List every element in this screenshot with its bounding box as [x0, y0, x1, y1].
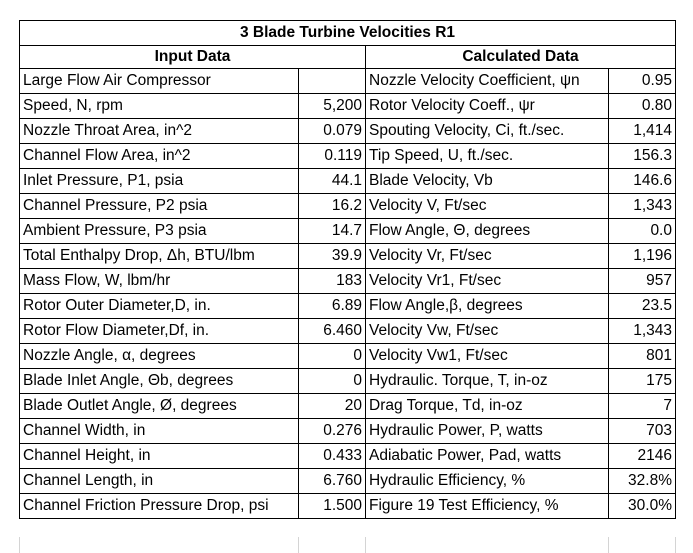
- table-row: [20, 69, 676, 94]
- calculated-label-cell[interactable]: Rotor Velocity Coeff., ψr: [366, 94, 609, 119]
- input-label-cell[interactable]: Speed, N, rpm: [20, 94, 299, 119]
- calculated-value-cell[interactable]: 1,414: [609, 119, 676, 144]
- calculated-value-cell[interactable]: 1,343: [609, 319, 676, 344]
- calculated-value-cell[interactable]: 156.3: [609, 144, 676, 169]
- table-row: [20, 194, 676, 219]
- calculated-value-cell[interactable]: 2146: [609, 444, 676, 469]
- input-label-cell[interactable]: Mass Flow, W, lbm/hr: [20, 269, 299, 294]
- calculated-label-cell[interactable]: Flow Angle,β, degrees: [366, 294, 609, 319]
- table-row: [20, 94, 676, 119]
- calculated-value-cell[interactable]: 0.95: [609, 69, 676, 94]
- table-row: [20, 119, 676, 144]
- input-value-cell[interactable]: 6.760: [299, 469, 366, 494]
- calculated-value-cell[interactable]: 1,196: [609, 244, 676, 269]
- table-row: [20, 144, 676, 169]
- table-row: [20, 419, 676, 444]
- calculated-label-cell[interactable]: Velocity V, Ft/sec: [366, 194, 609, 219]
- calculated-label-cell[interactable]: Figure 19 Test Efficiency, %: [366, 494, 609, 519]
- input-value-cell[interactable]: 0: [299, 344, 366, 369]
- table-row: [20, 369, 676, 394]
- table-row: [20, 469, 676, 494]
- calculated-label-cell[interactable]: Nozzle Velocity Coefficient, ψn: [366, 69, 609, 94]
- calculated-value-cell[interactable]: 957: [609, 269, 676, 294]
- input-label-cell[interactable]: Channel Height, in: [20, 444, 299, 469]
- input-label-cell[interactable]: Rotor Flow Diameter,Df, in.: [20, 319, 299, 344]
- calculated-value-cell[interactable]: 30.0%: [609, 494, 676, 519]
- grid-line: [608, 537, 609, 553]
- title-row: [20, 21, 676, 46]
- input-value-cell[interactable]: 5,200: [299, 94, 366, 119]
- calculated-value-cell[interactable]: 0.80: [609, 94, 676, 119]
- input-value-cell[interactable]: 20: [299, 394, 366, 419]
- calculated-label-cell[interactable]: Velocity Vr, Ft/sec: [366, 244, 609, 269]
- input-label-cell[interactable]: Nozzle Throat Area, in^2: [20, 119, 299, 144]
- calculated-value-cell[interactable]: 7: [609, 394, 676, 419]
- input-label-cell[interactable]: Channel Width, in: [20, 419, 299, 444]
- turbine-velocities-sheet: [19, 20, 675, 519]
- table-row: [20, 344, 676, 369]
- calculated-value-cell[interactable]: 801: [609, 344, 676, 369]
- table-row: [20, 494, 676, 519]
- table-row: [20, 269, 676, 294]
- table-row: [20, 319, 676, 344]
- input-label-cell[interactable]: Blade Inlet Angle, Θb, degrees: [20, 369, 299, 394]
- calculated-label-cell[interactable]: Blade Velocity, Vb: [366, 169, 609, 194]
- input-label-cell[interactable]: Channel Length, in: [20, 469, 299, 494]
- input-value-cell[interactable]: 0.079: [299, 119, 366, 144]
- calculated-value-cell[interactable]: 146.6: [609, 169, 676, 194]
- calculated-value-cell[interactable]: 703: [609, 419, 676, 444]
- calculated-label-cell[interactable]: Velocity Vw1, Ft/sec: [366, 344, 609, 369]
- input-label-cell[interactable]: Channel Flow Area, in^2: [20, 144, 299, 169]
- table-row: [20, 244, 676, 269]
- calculated-label-cell[interactable]: Tip Speed, U, ft./sec.: [366, 144, 609, 169]
- input-label-cell[interactable]: Ambient Pressure, P3 psia: [20, 219, 299, 244]
- table-row: [20, 444, 676, 469]
- grid-line: [675, 537, 676, 553]
- input-label-cell[interactable]: Large Flow Air Compressor: [20, 69, 299, 94]
- calculated-label-cell[interactable]: Hydraulic Power, P, watts: [366, 419, 609, 444]
- table-row: [20, 294, 676, 319]
- calculated-label-cell[interactable]: Flow Angle, Θ, degrees: [366, 219, 609, 244]
- calculated-value-cell[interactable]: 1,343: [609, 194, 676, 219]
- table-row: [20, 219, 676, 244]
- input-label-cell[interactable]: Channel Pressure, P2 psia: [20, 194, 299, 219]
- grid-line: [19, 537, 20, 553]
- input-value-cell[interactable]: 6.460: [299, 319, 366, 344]
- input-label-cell[interactable]: Blade Outlet Angle, Ø, degrees: [20, 394, 299, 419]
- input-value-cell[interactable]: 16.2: [299, 194, 366, 219]
- grid-line: [365, 537, 366, 553]
- calculated-label-cell[interactable]: Adiabatic Power, Pad, watts: [366, 444, 609, 469]
- table-row: [20, 169, 676, 194]
- input-value-cell[interactable]: 0.276: [299, 419, 366, 444]
- input-value-cell[interactable]: 0.433: [299, 444, 366, 469]
- calculated-label-cell[interactable]: Hydraulic. Torque, T, in-oz: [366, 369, 609, 394]
- calculated-value-cell[interactable]: 32.8%: [609, 469, 676, 494]
- calculated-value-cell[interactable]: 0.0: [609, 219, 676, 244]
- input-label-cell[interactable]: Nozzle Angle, α, degrees: [20, 344, 299, 369]
- input-value-cell[interactable]: 0: [299, 369, 366, 394]
- calculated-value-cell[interactable]: 175: [609, 369, 676, 394]
- input-label-cell[interactable]: Total Enthalpy Drop, Δh, BTU/lbm: [20, 244, 299, 269]
- calculated-value-cell[interactable]: 23.5: [609, 294, 676, 319]
- calculated-label-cell[interactable]: Drag Torque, Td, in-oz: [366, 394, 609, 419]
- input-label-cell[interactable]: Channel Friction Pressure Drop, psi: [20, 494, 299, 519]
- header-row: [20, 46, 676, 69]
- input-value-cell[interactable]: 14.7: [299, 219, 366, 244]
- input-label-cell[interactable]: Inlet Pressure, P1, psia: [20, 169, 299, 194]
- input-value-cell[interactable]: 1.500: [299, 494, 366, 519]
- input-data-header[interactable]: Input Data: [20, 46, 366, 69]
- input-value-cell[interactable]: 44.1: [299, 169, 366, 194]
- input-value-cell[interactable]: 6.89: [299, 294, 366, 319]
- calculated-label-cell[interactable]: Spouting Velocity, Ci, ft./sec.: [366, 119, 609, 144]
- calculated-data-header[interactable]: Calculated Data: [366, 46, 676, 69]
- data-table: [19, 20, 676, 519]
- sheet-title[interactable]: 3 Blade Turbine Velocities R1: [20, 21, 676, 46]
- grid-line: [298, 537, 299, 553]
- input-value-cell[interactable]: 0.119: [299, 144, 366, 169]
- input-value-cell[interactable]: [299, 69, 366, 94]
- table-row: [20, 394, 676, 419]
- input-label-cell[interactable]: Rotor Outer Diameter,D, in.: [20, 294, 299, 319]
- calculated-label-cell[interactable]: Velocity Vw, Ft/sec: [366, 319, 609, 344]
- input-value-cell[interactable]: 39.9: [299, 244, 366, 269]
- calculated-label-cell[interactable]: Hydraulic Efficiency, %: [366, 469, 609, 494]
- calculated-label-cell[interactable]: Velocity Vr1, Ft/sec: [366, 269, 609, 294]
- input-value-cell[interactable]: 183: [299, 269, 366, 294]
